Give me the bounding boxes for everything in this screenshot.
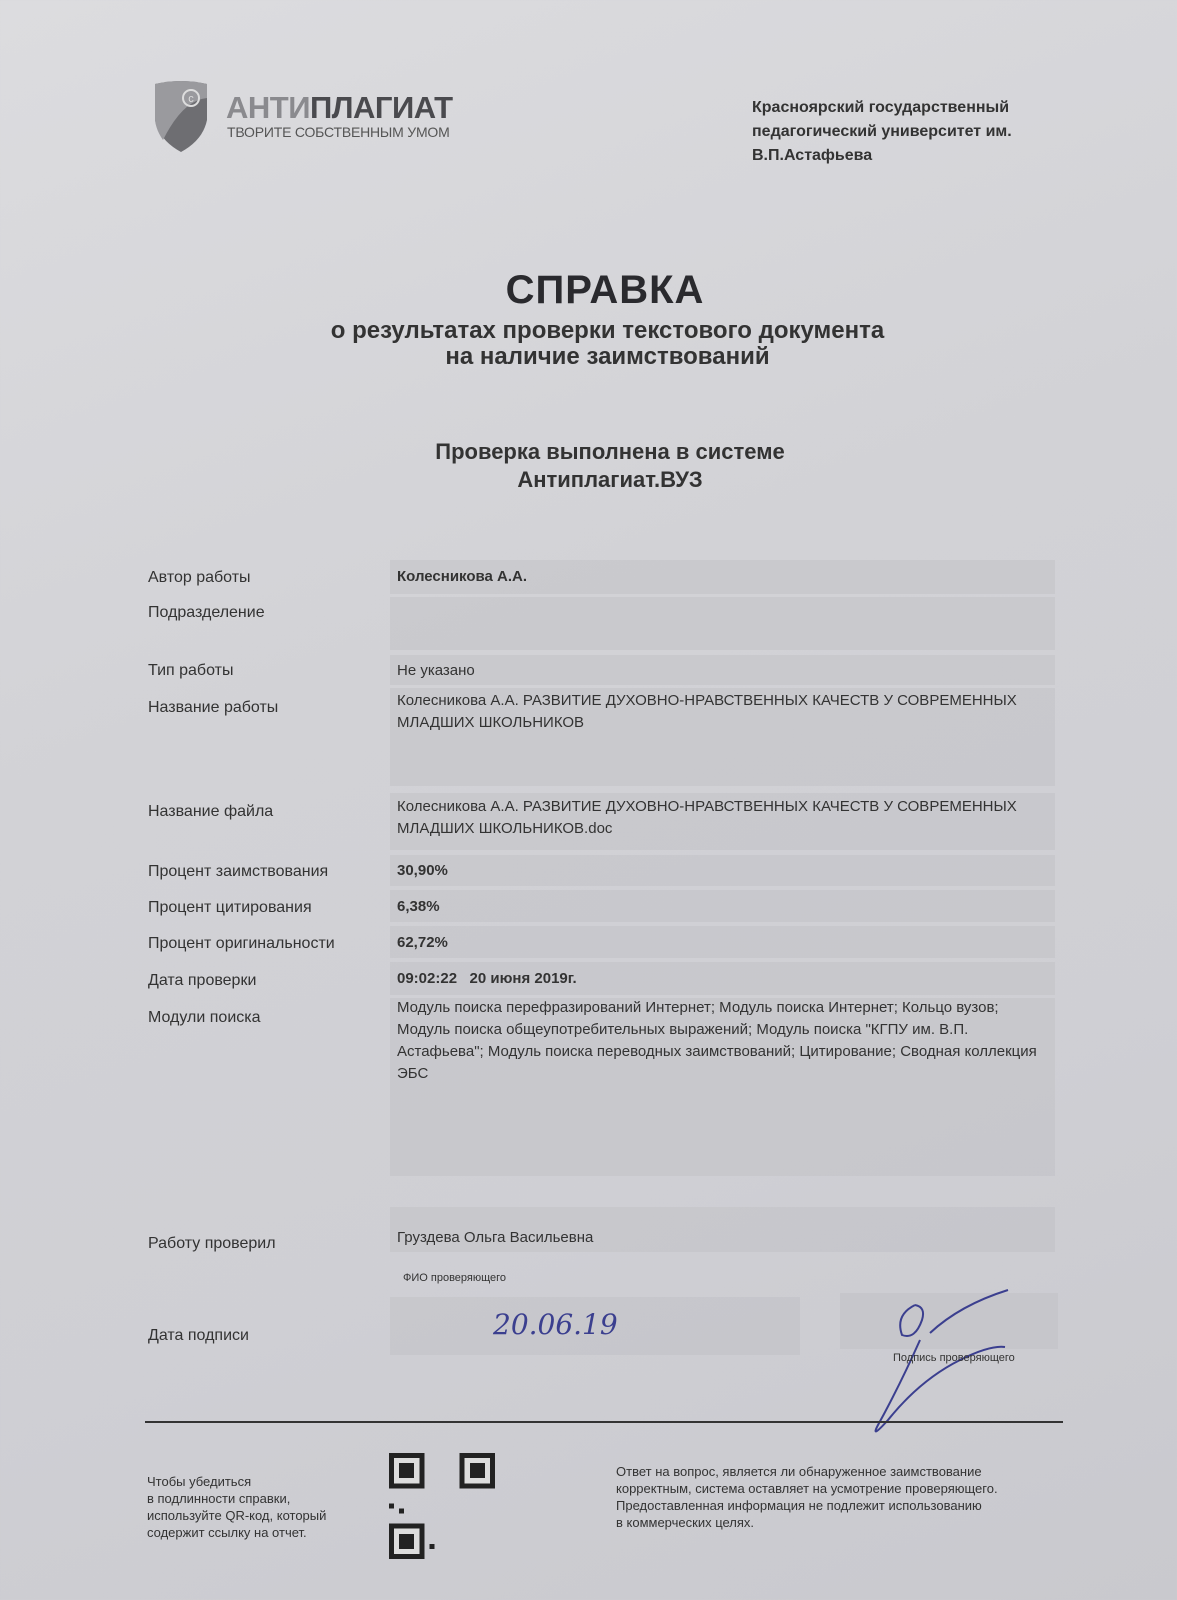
antiplagiat-shield-logo-icon [153, 80, 209, 152]
file-name-label: Название файла [148, 803, 274, 820]
system-line: Проверка выполнена в системе [435, 439, 785, 464]
department-label: Подразделение [148, 604, 265, 621]
author-label: Автор работы [148, 569, 251, 586]
university-line: В.П.Астафьева [752, 147, 873, 164]
citation-label: Процент цитирования [148, 899, 312, 916]
qr-hint-line: содержит ссылку на отчет. [147, 1525, 307, 1540]
modules-label: Модули поиска [148, 1009, 261, 1026]
university-line: Красноярский государственный [752, 99, 1010, 116]
file-name-value: Колесникова А.А. РАЗВИТИЕ ДУХОВНО-НРАВСТВЕННЫХ КАЧЕСТВ У СОВРЕМЕННЫХ МЛАДШИХ ШКОЛЬНИКОВ.doc [397, 798, 1017, 837]
borrowing-label: Процент заимствования [148, 863, 329, 880]
disclaimer-line: Ответ на вопрос, является ли обнаруженное заимствование [616, 1464, 982, 1479]
field-box [390, 597, 1055, 650]
modules-value: Модуль поиска перефразирований Интернет; Модуль поиска Интернет; Кольцо вузов; Модуль поиска общеупотребительных выражений; Модуль поиска "КГПУ им. В.П. Астафьева"; Модуль поиска переводных заимствований; Цитирование; Сводная коллекция ЭБС [397, 999, 1037, 1082]
document-subtitle [0, 318, 1177, 370]
university-name [752, 96, 1012, 168]
citation-value: 6,38% [397, 898, 440, 915]
system-line: Антиплагиат.ВУЗ [517, 467, 703, 492]
qr-hint-line: в подлинности справки, [147, 1491, 291, 1506]
checker-caption: ФИО проверяющего [403, 1272, 507, 1284]
system-info [0, 438, 1177, 494]
checker-label: Работу проверил [148, 1235, 276, 1252]
disclaimer [616, 1463, 998, 1531]
qr-hint-line: используйте QR-код, который [147, 1508, 327, 1523]
subtitle-line: на наличие заимствований [445, 343, 770, 370]
logo-title-light: АНТИ [226, 90, 310, 125]
work-title-label: Название работы [148, 699, 279, 716]
author-value: Колесникова А.А. [397, 568, 528, 585]
handwritten-date: 20.06.19 [493, 1308, 618, 1341]
disclaimer-line: корректным, система оставляет на усмотрение проверяющего. [616, 1481, 998, 1496]
originality-value: 62,72% [397, 934, 448, 951]
work-type-value: Не указано [397, 662, 475, 679]
qr-hint [147, 1473, 326, 1541]
signature-caption: Подпись проверяющего [893, 1352, 1015, 1364]
disclaimer-line: Предоставленная информация не подлежит использованию [616, 1498, 982, 1513]
logo-title [226, 90, 453, 126]
originality-label: Процент оригинальности [148, 935, 335, 952]
svg-text:c: c [188, 93, 194, 105]
sign-date-label: Дата подписи [148, 1327, 249, 1344]
university-line: педагогический университет им. [752, 123, 1012, 140]
check-date-label: Дата проверки [148, 972, 257, 989]
checker-value: Груздева Ольга Васильевна [397, 1229, 594, 1246]
qr-code-icon[interactable] [389, 1447, 495, 1565]
disclaimer-line: в коммерческих целях. [616, 1515, 755, 1530]
divider [145, 1421, 1063, 1423]
logo-slogan: ТВОРИТЕ СОБСТВЕННЫМ УМОМ [227, 124, 450, 140]
work-type-label: Тип работы [148, 662, 234, 679]
check-date-value: 09:02:22 20 июня 2019г. [397, 970, 577, 987]
document-title: СПРАВКА [505, 268, 705, 312]
subtitle-line: о результатах проверки текстового документа [330, 317, 885, 344]
qr-hint-line: Чтобы убедиться [147, 1474, 252, 1489]
borrowing-value: 30,90% [397, 862, 448, 879]
logo-title-dark: ПЛАГИАТ [310, 90, 453, 125]
work-title-value: Колесникова А.А. РАЗВИТИЕ ДУХОВНО-НРАВСТВЕННЫХ КАЧЕСТВ У СОВРЕМЕННЫХ МЛАДШИХ ШКОЛЬНИКОВ [397, 692, 1017, 731]
